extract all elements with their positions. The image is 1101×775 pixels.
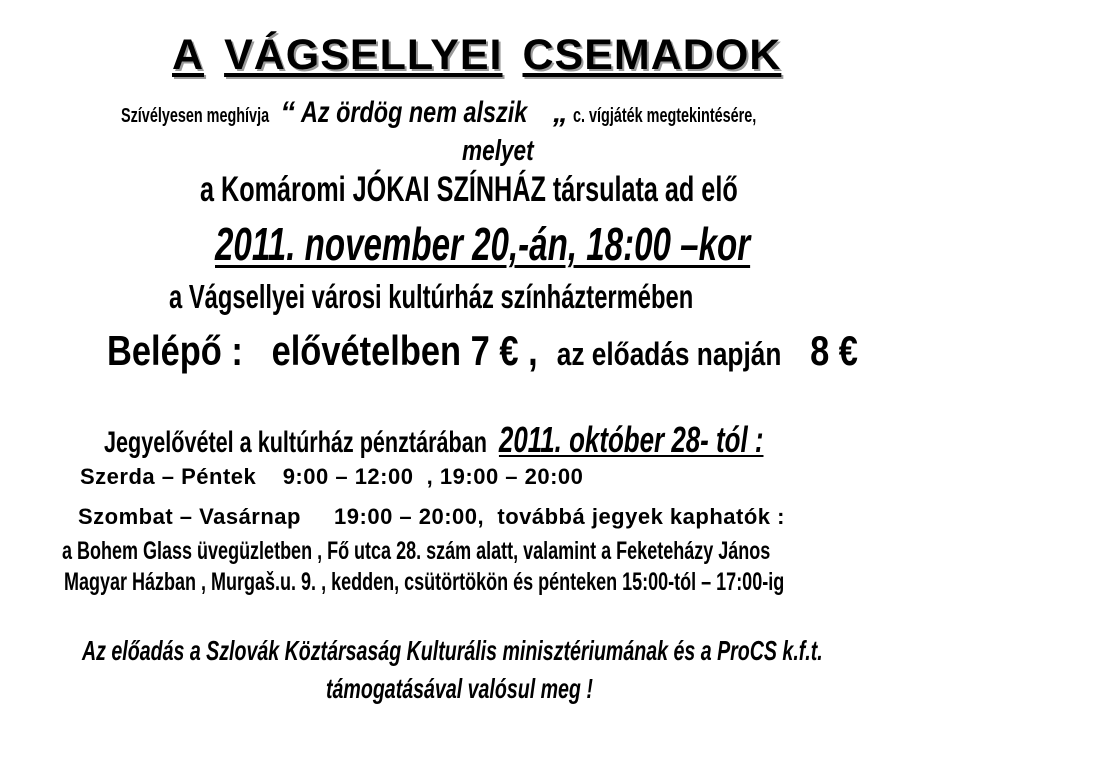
entry-label: Belépő : — [107, 327, 243, 374]
melyet-word: melyet — [462, 135, 534, 167]
play-title: Az ördög nem alszik — [300, 96, 528, 129]
quote-close: „ — [552, 96, 568, 129]
presale-price: elővételben 7 € , — [271, 327, 538, 374]
hours-weekend: Szombat – Vasárnap 19:00 – 20:00, továbbá jegyek kaphatók : — [78, 504, 785, 529]
quote-open: “ — [280, 96, 296, 129]
ticket-place-line-2: Magyar Házban , Murgaš.u. 9. , kedden, csütörtökön és pénteken 15:00-tól – 17:00-ig — [64, 568, 785, 596]
title-word-csemadok: CSEMADOK — [522, 31, 782, 79]
invitation-suffix: c. vígjáték megtekintésére, — [573, 105, 757, 127]
support-line-2: támogatásával valósul meg ! — [326, 673, 593, 704]
title-word-a: A — [172, 31, 205, 79]
performance-date: 2011. november 20,-án, 18:00 –kor — [215, 218, 751, 270]
poster-title — [172, 31, 782, 79]
support-line-1: Az előadás a Szlovák Köztársaság Kulturális minisztériumának és a ProCS k.f.t. — [82, 635, 823, 666]
presale-line — [104, 419, 764, 460]
hours-weekday: Szerda – Péntek 9:00 – 12:00 , 19:00 – 20:00 — [80, 464, 584, 489]
ticket-place-line-1: a Bohem Glass üvegüzletben , Fő utca 28. szám alatt, valamint a Feketeházy János — [62, 537, 771, 565]
title-word-vagsellyei: VÁGSELLYEI — [224, 31, 503, 79]
invitation-line — [121, 98, 828, 128]
on-day-price: 8 € — [810, 327, 858, 374]
on-day-label: az előadás napján — [556, 336, 782, 372]
entry-price-line — [107, 327, 858, 374]
presale-start-date: 2011. október 28- tól : — [498, 419, 764, 460]
theatre-line: a Komáromi JÓKAI SZÍNHÁZ társulata ad elő — [200, 170, 738, 209]
venue-line: a Vágsellyei városi kultúrház színháztermében — [169, 278, 694, 315]
presale-text: Jegyelővétel a kultúrház pénztárában — [104, 426, 487, 459]
invitation-prefix: Szívélyesen meghívja — [121, 105, 270, 127]
